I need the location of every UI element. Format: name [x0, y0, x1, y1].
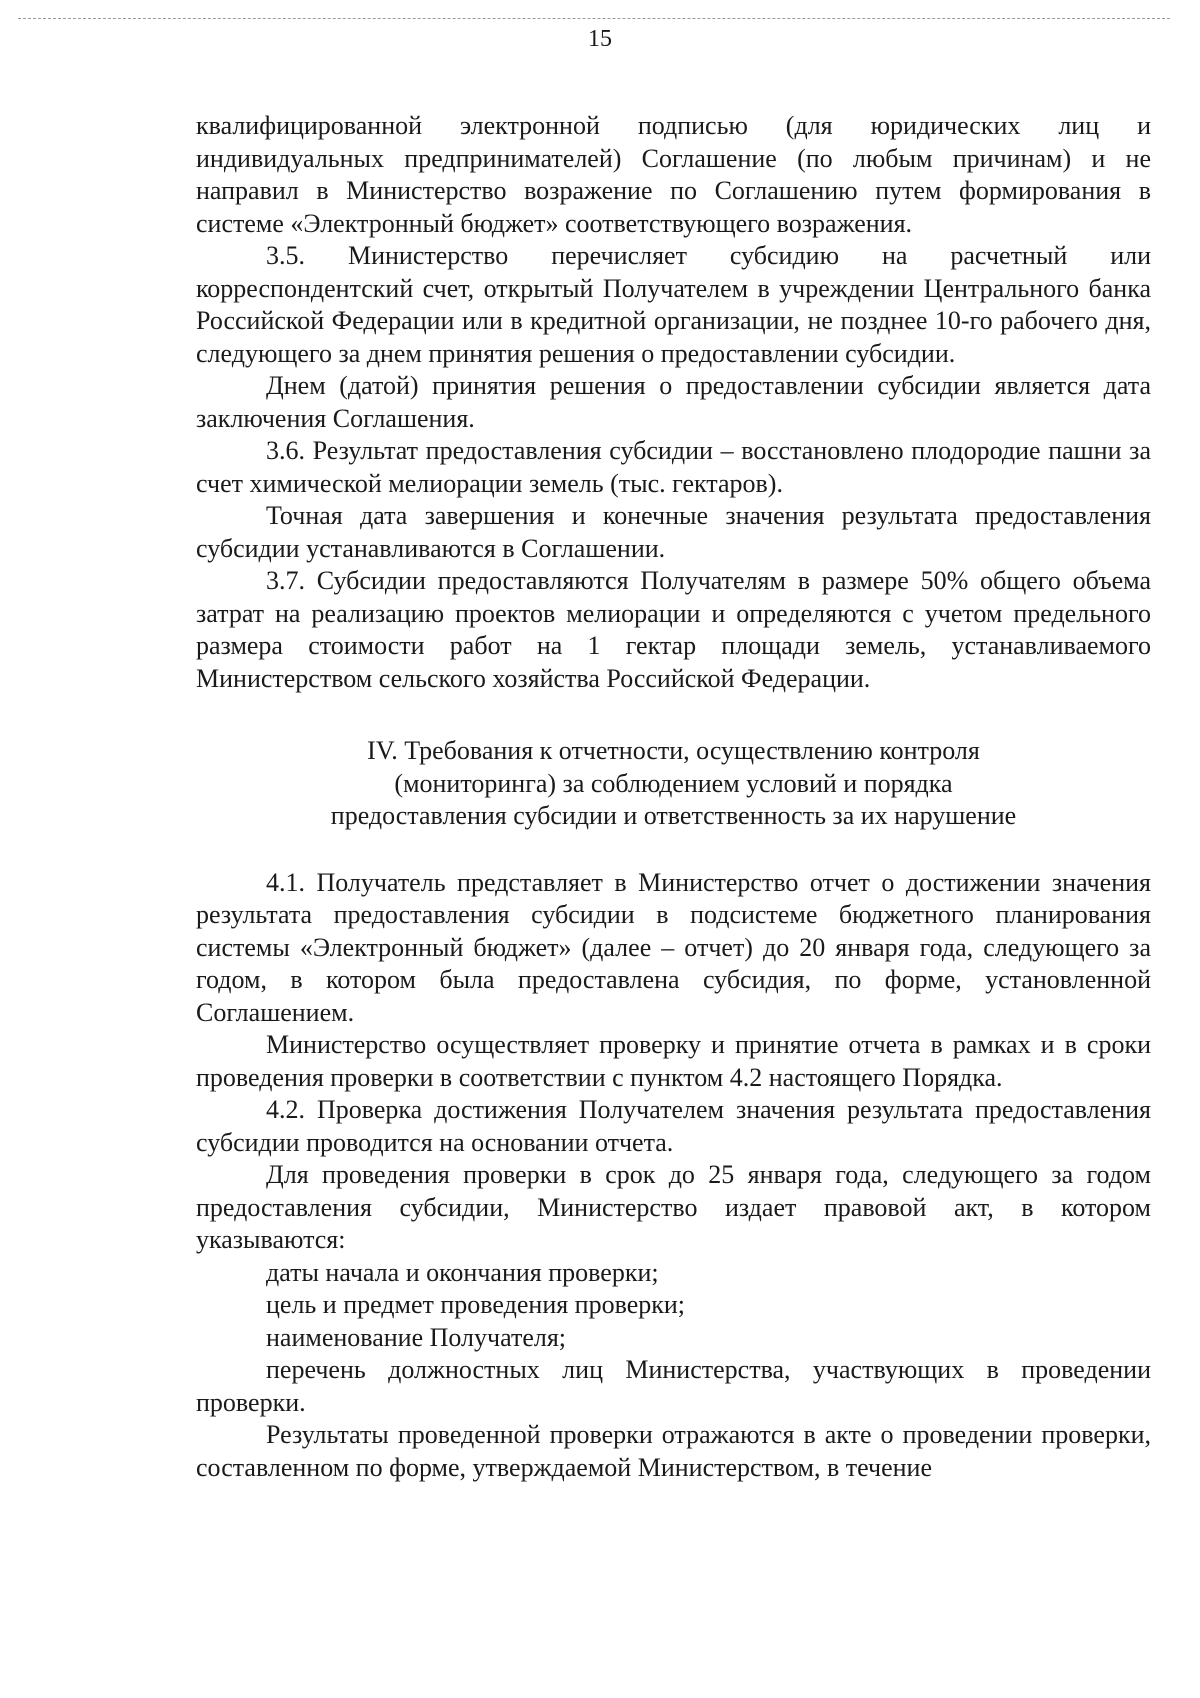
- paragraph-4-2: 4.2. Проверка достижения Получателем значения результата предоставления субсидии проводится на основании отчета.: [196, 1095, 1151, 1157]
- paragraph-results: Результаты проведенной проверки отражаются в акте о проведении проверки, составленном по форме, утверждаемой Министерством, в течение: [196, 1420, 1151, 1482]
- list-item: даты начала и окончания проверки;: [266, 1257, 659, 1287]
- list-item: наименование Получателя;: [266, 1322, 567, 1352]
- paragraph-3-5: 3.5. Министерство перечисляет субсидию на расчетный или корреспондентский счет, открытый Получателем в учреждении Центрального банка Российской Федерации или в кредитной организации, не позднее 10-го рабочего дня, следующего за днем принятия решения о предоставлении субсидии.: [196, 241, 1151, 368]
- document-body: [196, 110, 1151, 1484]
- section-4-heading-line-2: (мониторинга) за соблюдением условий и порядка: [394, 768, 953, 798]
- section-4-heading-line-1: IV. Требования к отчетности, осуществлению контроля: [367, 736, 980, 765]
- scan-edge-line: [18, 18, 1170, 19]
- section-4-heading: [196, 735, 1151, 833]
- paragraph-4-1-check: Министерство осуществляет проверку и принятие отчета в рамках и в сроки проведения проверки в соответствии с пунктом 4.2 настоящего Порядка.: [196, 1030, 1151, 1092]
- paragraph-continued: квалифицированной электронной подписью (для юридических лиц и индивидуальных предпринимателей) Соглашение (по любым причинам) и не направил в Министерство возражение по Соглашению путем формирования в системе «Электронный бюджет» соответствующего возражения.: [196, 111, 1151, 238]
- section-4-heading-line-3: предоставления субсидии и ответственность за их нарушение: [330, 801, 1017, 830]
- list-item: перечень должностных лиц Министерства, участвующих в проведении проверки.: [196, 1355, 1151, 1417]
- paragraph-3-6: 3.6. Результат предоставления субсидии – восстановлено плодородие пашни за счет химической мелиорации земель (тыс. гектаров).: [196, 436, 1151, 498]
- list-item: цель и предмет проведения проверки;: [266, 1290, 686, 1319]
- paragraph-4-2-act: Для проведения проверки в срок до 25 января года, следующего за годом предоставления субсидии, Министерство издает правовой акт, в котором указываются:: [196, 1160, 1151, 1254]
- paragraph-4-1: 4.1. Получатель представляет в Министерство отчет о достижении значения результата предоставления субсидии в подсистеме бюджетного планирования системы «Электронный бюджет» (далее – отчет) до 20 января года, следующего за годом, в котором была предоставлена субсидия, по форме, установленной Соглашением.: [196, 867, 1151, 1027]
- paragraph-3-7: 3.7. Субсидии предоставляются Получателям в размере 50% общего объема затрат на реализацию проектов мелиорации и определяются с учетом предельного размера стоимости работ на 1 гектар площади земель, устанавливаемого Министерством сельского хозяйства Российской Федерации.: [196, 566, 1151, 693]
- paragraph-3-6-exact-date: Точная дата завершения и конечные значения результата предоставления субсидии устанавливаются в Соглашении.: [196, 501, 1151, 563]
- page-number: 15: [588, 26, 612, 52]
- paragraph-3-5-date: Днем (датой) принятия решения о предоставлении субсидии является дата заключения Соглашения.: [196, 371, 1151, 433]
